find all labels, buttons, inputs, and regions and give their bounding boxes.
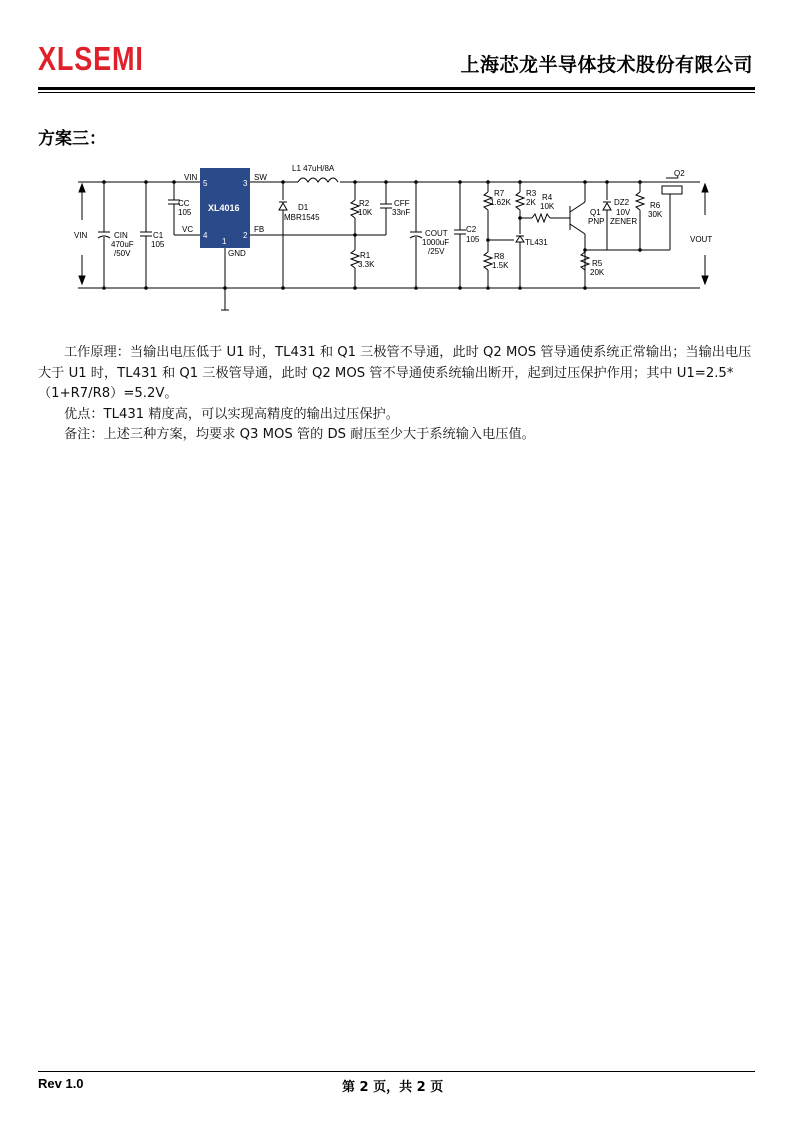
page-number: 第 2 页，共 2 页 (342, 1080, 444, 1095)
c2-label: C2 (466, 225, 477, 234)
company-name: 上海芯龙半导体技术股份有限公司 (460, 54, 753, 76)
l1-label: L1 47uH/8A (292, 164, 335, 173)
q1-type: PNP (588, 217, 605, 226)
footer-rule (38, 1071, 755, 1072)
c2-value: 105 (466, 235, 480, 244)
cout-value: 1000uF (422, 238, 450, 247)
revision-label: Rev 1.0 (38, 1076, 84, 1091)
vout-label: VOUT (690, 235, 713, 244)
r4-label: R4 (542, 193, 553, 202)
ic-name: XL4016 (208, 203, 240, 213)
section-title: 方案三： (38, 129, 106, 149)
r4-value: 10K (540, 202, 555, 211)
ic-pin2: 2 (243, 231, 248, 240)
cout-label: COUT (425, 229, 448, 238)
q2-label: Q2 (674, 169, 685, 178)
cin-voltage: /50V (114, 249, 131, 258)
advantage-paragraph: 优点：TL431 精度高，可以实现高精度的输出过压保护。 (64, 406, 399, 422)
r2-value: 10K (358, 208, 373, 217)
r6-label: R6 (650, 201, 661, 210)
ic-pin4: 4 (203, 231, 208, 240)
cin-value: 470uF (111, 240, 134, 249)
ic-gnd-label: GND (228, 249, 246, 258)
r1-value: 3.3K (358, 260, 375, 269)
r5-value: 20K (590, 268, 605, 277)
header-rule (38, 87, 755, 90)
r3-label: R3 (526, 189, 537, 198)
dz2-label: DZ2 (614, 198, 630, 207)
d1-value: MBR1545 (284, 213, 320, 222)
company-logo: XLSEMI (38, 40, 144, 77)
dz2-type: ZENER (610, 217, 638, 226)
r7-label: R7 (494, 189, 505, 198)
ic-vc-label: VC (182, 225, 194, 234)
c1-value: 105 (151, 240, 165, 249)
r5-label: R5 (592, 259, 603, 268)
ic-pin3: 3 (243, 179, 248, 188)
ic-vin-label: VIN (184, 173, 198, 182)
r6-value: 30K (648, 210, 663, 219)
r7-value: 1.62K (490, 198, 511, 207)
dz2-value: 10V (616, 208, 631, 217)
cc-value: 105 (178, 208, 192, 217)
ic-pin5: 5 (203, 179, 208, 188)
cin-label: CIN (114, 231, 128, 240)
circuit-schematic (70, 160, 720, 320)
cff-value: 33nF (392, 208, 411, 217)
ic-pin1: 1 (222, 237, 227, 246)
header-rule-thin (38, 92, 755, 93)
c1-label: C1 (153, 231, 164, 240)
q1-label: Q1 (590, 208, 601, 217)
remark-paragraph: 备注：上述三种方案，均要求 Q3 MOS 管的 DS 耐压至少大于系统输入电压值。 (64, 427, 535, 442)
cff-label: CFF (394, 199, 410, 208)
cout-voltage: /25V (428, 247, 445, 256)
ic-fb-label: FB (254, 225, 265, 234)
r2-label: R2 (359, 199, 370, 208)
r8-label: R8 (494, 252, 505, 261)
body-text (38, 343, 756, 446)
r3-value: 2K (526, 198, 536, 207)
cc-label: CC (178, 199, 190, 208)
d1-label: D1 (298, 203, 309, 212)
tl431-label: TL431 (525, 238, 548, 247)
r8-value: 1.5K (492, 261, 509, 270)
vin-label: VIN (74, 231, 88, 240)
principle-paragraph: 工作原理：当输出电压低于 U1 时，TL431 和 Q1 三极管不导通，此时 Q2 MOS 管导通使系统正常输出；当输出电压大于 U1 时，TL431 和 Q1 三极管导通，此时 Q2 MOS 管不导通使系统输出断开，起到过压保护作用；其中 U1=2.5*（1+R7/R8）=5.2V。 (38, 345, 752, 401)
ic-sw-label: SW (254, 173, 267, 182)
r1-label: R1 (360, 251, 371, 260)
